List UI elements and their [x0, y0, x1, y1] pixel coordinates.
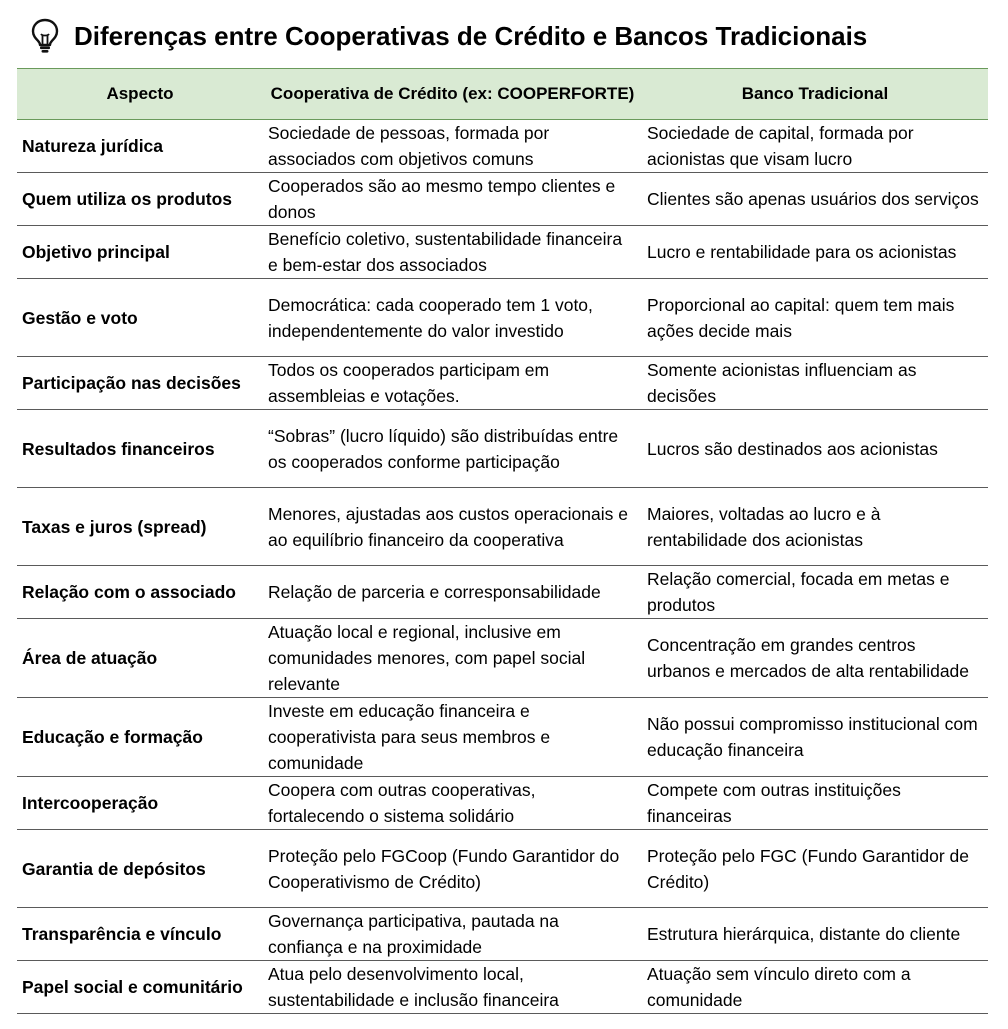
title-row	[30, 18, 867, 54]
row-aspect-cell: Transparência e vínculo	[17, 908, 263, 961]
row-aspect-cell: Área de atuação	[17, 619, 263, 698]
row-aspect-cell: Taxas e juros (spread)	[17, 488, 263, 566]
row-cooperativa-cell: Benefício coletivo, sustentabilidade financeira e bem-estar dos associados	[263, 226, 642, 279]
table-row	[17, 777, 988, 830]
row-banco-cell: Somente acionistas influenciam as decisões	[642, 357, 988, 410]
row-banco-cell: Compete com outras instituições financeiras	[642, 777, 988, 830]
row-cooperativa-cell: Relação de parceria e corresponsabilidade	[263, 566, 642, 619]
row-aspect-cell: Intercooperação	[17, 777, 263, 830]
row-banco-cell: Relação comercial, focada em metas e produtos	[642, 566, 988, 619]
row-banco-cell: Sociedade de capital, formada por acionistas que visam lucro	[642, 120, 988, 173]
row-banco-cell: Maiores, voltadas ao lucro e à rentabilidade dos acionistas	[642, 488, 988, 566]
row-cooperativa-cell: Cooperados são ao mesmo tempo clientes e donos	[263, 173, 642, 226]
row-cooperativa-cell: Menores, ajustadas aos custos operacionais e ao equilíbrio financeiro da cooperativa	[263, 488, 642, 566]
row-aspect-cell: Papel social e comunitário	[17, 961, 263, 1014]
table-row	[17, 698, 988, 777]
row-aspect-cell: Natureza jurídica	[17, 120, 263, 173]
row-cooperativa-cell: Investe em educação financeira e cooperativista para seus membros e comunidade	[263, 698, 642, 777]
row-aspect-cell: Resultados financeiros	[17, 410, 263, 488]
table-header-row	[17, 69, 988, 120]
row-banco-cell: Lucros são destinados aos acionistas	[642, 410, 988, 488]
row-banco-cell: Proporcional ao capital: quem tem mais ações decide mais	[642, 279, 988, 357]
row-banco-cell: Estrutura hierárquica, distante do cliente	[642, 908, 988, 961]
row-aspect-cell: Relação com o associado	[17, 566, 263, 619]
table-row	[17, 961, 988, 1014]
lightbulb-icon	[30, 18, 60, 54]
row-banco-cell: Lucro e rentabilidade para os acionistas	[642, 226, 988, 279]
row-cooperativa-cell: Todos os cooperados participam em assembleias e votações.	[263, 357, 642, 410]
page-title: Diferenças entre Cooperativas de Crédito e Bancos Tradicionais	[74, 20, 868, 51]
row-aspect-cell: Objetivo principal	[17, 226, 263, 279]
table-row	[17, 566, 988, 619]
header-cooperativa: Cooperativa de Crédito (ex: COOPERFORTE)	[263, 69, 642, 120]
row-cooperativa-cell: Atuação local e regional, inclusive em comunidades menores, com papel social relevante	[263, 619, 642, 698]
table-row	[17, 279, 988, 357]
table-row	[17, 410, 988, 488]
table-row	[17, 619, 988, 698]
row-banco-cell: Não possui compromisso institucional com educação financeira	[642, 698, 988, 777]
row-aspect-cell: Gestão e voto	[17, 279, 263, 357]
header-banco: Banco Tradicional	[642, 69, 988, 120]
table-row	[17, 488, 988, 566]
row-aspect-cell: Educação e formação	[17, 698, 263, 777]
row-cooperativa-cell: Atua pelo desenvolvimento local, sustentabilidade e inclusão financeira	[263, 961, 642, 1014]
row-cooperativa-cell: “Sobras” (lucro líquido) são distribuídas entre os cooperados conforme participação	[263, 410, 642, 488]
row-cooperativa-cell: Sociedade de pessoas, formada por associados com objetivos comuns	[263, 120, 642, 173]
table-row	[17, 908, 988, 961]
table-row	[17, 830, 988, 908]
row-banco-cell: Atuação sem vínculo direto com a comunidade	[642, 961, 988, 1014]
table-row	[17, 120, 988, 173]
row-cooperativa-cell: Governança participativa, pautada na confiança e na proximidade	[263, 908, 642, 961]
table-row	[17, 226, 988, 279]
header-aspecto: Aspecto	[17, 69, 263, 120]
row-cooperativa-cell: Proteção pelo FGCoop (Fundo Garantidor do Cooperativismo de Crédito)	[263, 830, 642, 908]
row-banco-cell: Concentração em grandes centros urbanos e mercados de alta rentabilidade	[642, 619, 988, 698]
comparison-table	[17, 68, 988, 1014]
row-banco-cell: Clientes são apenas usuários dos serviços	[642, 173, 988, 226]
row-cooperativa-cell: Democrática: cada cooperado tem 1 voto, independentemente do valor investido	[263, 279, 642, 357]
row-cooperativa-cell: Coopera com outras cooperativas, fortalecendo o sistema solidário	[263, 777, 642, 830]
table-body	[17, 120, 988, 1014]
row-aspect-cell: Garantia de depósitos	[17, 830, 263, 908]
row-aspect-cell: Quem utiliza os produtos	[17, 173, 263, 226]
table-row	[17, 357, 988, 410]
row-banco-cell: Proteção pelo FGC (Fundo Garantidor de Crédito)	[642, 830, 988, 908]
table-row	[17, 173, 988, 226]
row-aspect-cell: Participação nas decisões	[17, 357, 263, 410]
